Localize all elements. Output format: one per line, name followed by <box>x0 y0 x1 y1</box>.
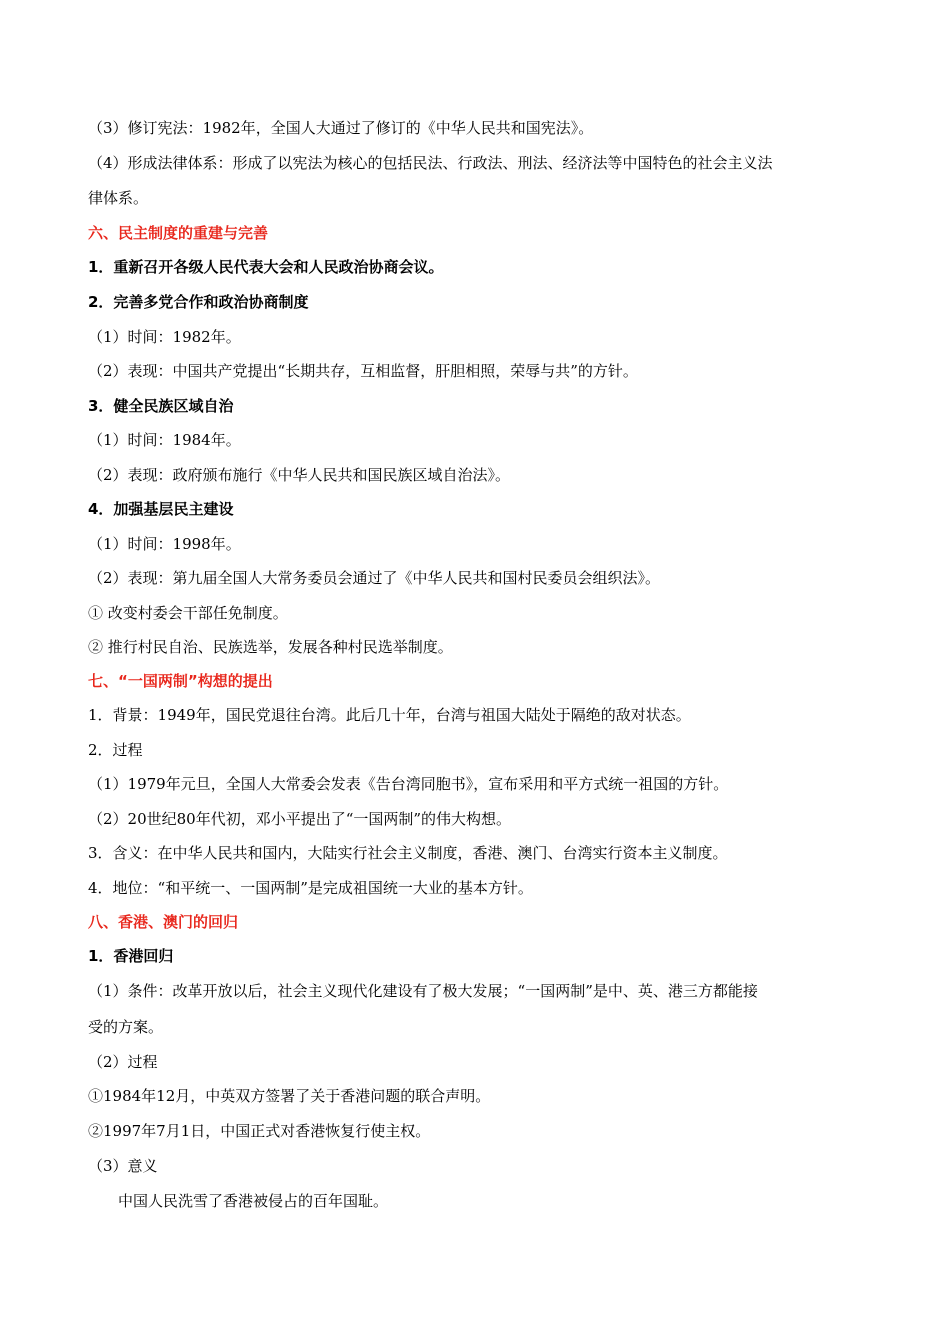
section-heading-6: 六、民主制度的重建与完善 <box>88 224 269 242</box>
paragraph: （2）表现：中国共产党提出“长期共存，互相监督，肝胆相照，荣辱与共”的方针。 <box>88 362 638 380</box>
subheading: 1．重新召开各级人民代表大会和人民政治协商会议。 <box>88 258 444 276</box>
paragraph: （1）1979年元旦，全国人大常委会发表《告台湾同胞书》，宣布采用和平方式统一祖国的方针。 <box>88 775 729 793</box>
paragraph: （1）条件：改革开放以后，社会主义现代化建设有了极大发展；“一国两制”是中、英、港三方都能接 <box>88 982 758 1000</box>
paragraph: （2）表现：政府颁布施行《中华人民共和国民族区域自治法》。 <box>88 466 511 484</box>
subheading: 3．健全民族区域自治 <box>88 397 234 415</box>
subheading: 2．完善多党合作和政治协商制度 <box>88 293 309 311</box>
paragraph: ②1997年7月1日，中国正式对香港恢复行使主权。 <box>88 1122 431 1140</box>
section-heading-7: 七、“一国两制”构想的提出 <box>88 672 273 690</box>
subheading: 4．加强基层民主建设 <box>88 500 234 518</box>
paragraph: ①1984年12月，中英双方签署了关于香港问题的联合声明。 <box>88 1087 491 1105</box>
paragraph: （3）意义 <box>88 1157 158 1175</box>
subheading: 1．香港回归 <box>88 947 174 965</box>
paragraph: ① 改变村委会干部任免制度。 <box>88 604 288 622</box>
paragraph: （1）时间：1984年。 <box>88 431 241 449</box>
paragraph: 1．背景：1949年，国民党退往台湾。此后几十年，台湾与祖国大陆处于隔绝的敌对状态。 <box>88 706 691 724</box>
paragraph: （2）表现：第九届全国人大常务委员会通过了《中华人民共和国村民委员会组织法》。 <box>88 569 661 587</box>
paragraph: 3．含义：在中华人民共和国内，大陆实行社会主义制度，香港、澳门、台湾实行资本主义制度。 <box>88 844 728 862</box>
section-heading-8: 八、香港、澳门的回归 <box>88 913 239 931</box>
paragraph: （2）20世纪80年代初，邓小平提出了“一国两制”的伟大构想。 <box>88 810 512 828</box>
paragraph: （4）形成法律体系：形成了以宪法为核心的包括民法、行政法、刑法、经济法等中国特色的社会主义法 <box>88 154 773 172</box>
paragraph: （3）修订宪法：1982年，全国人大通过了修订的《中华人民共和国宪法》。 <box>88 119 594 137</box>
paragraph: （1）时间：1982年。 <box>88 328 241 346</box>
paragraph: ② 推行村民自治、民族选举，发展各种村民选举制度。 <box>88 638 453 656</box>
paragraph: 受的方案。 <box>88 1018 164 1036</box>
paragraph: 中国人民洗雪了香港被侵占的百年国耻。 <box>118 1192 389 1210</box>
paragraph: 2．过程 <box>88 741 143 759</box>
paragraph: （1）时间：1998年。 <box>88 535 241 553</box>
paragraph: 4．地位：“和平统一、一国两制”是完成祖国统一大业的基本方针。 <box>88 879 533 897</box>
paragraph: 律体系。 <box>88 189 149 207</box>
paragraph: （2）过程 <box>88 1053 158 1071</box>
